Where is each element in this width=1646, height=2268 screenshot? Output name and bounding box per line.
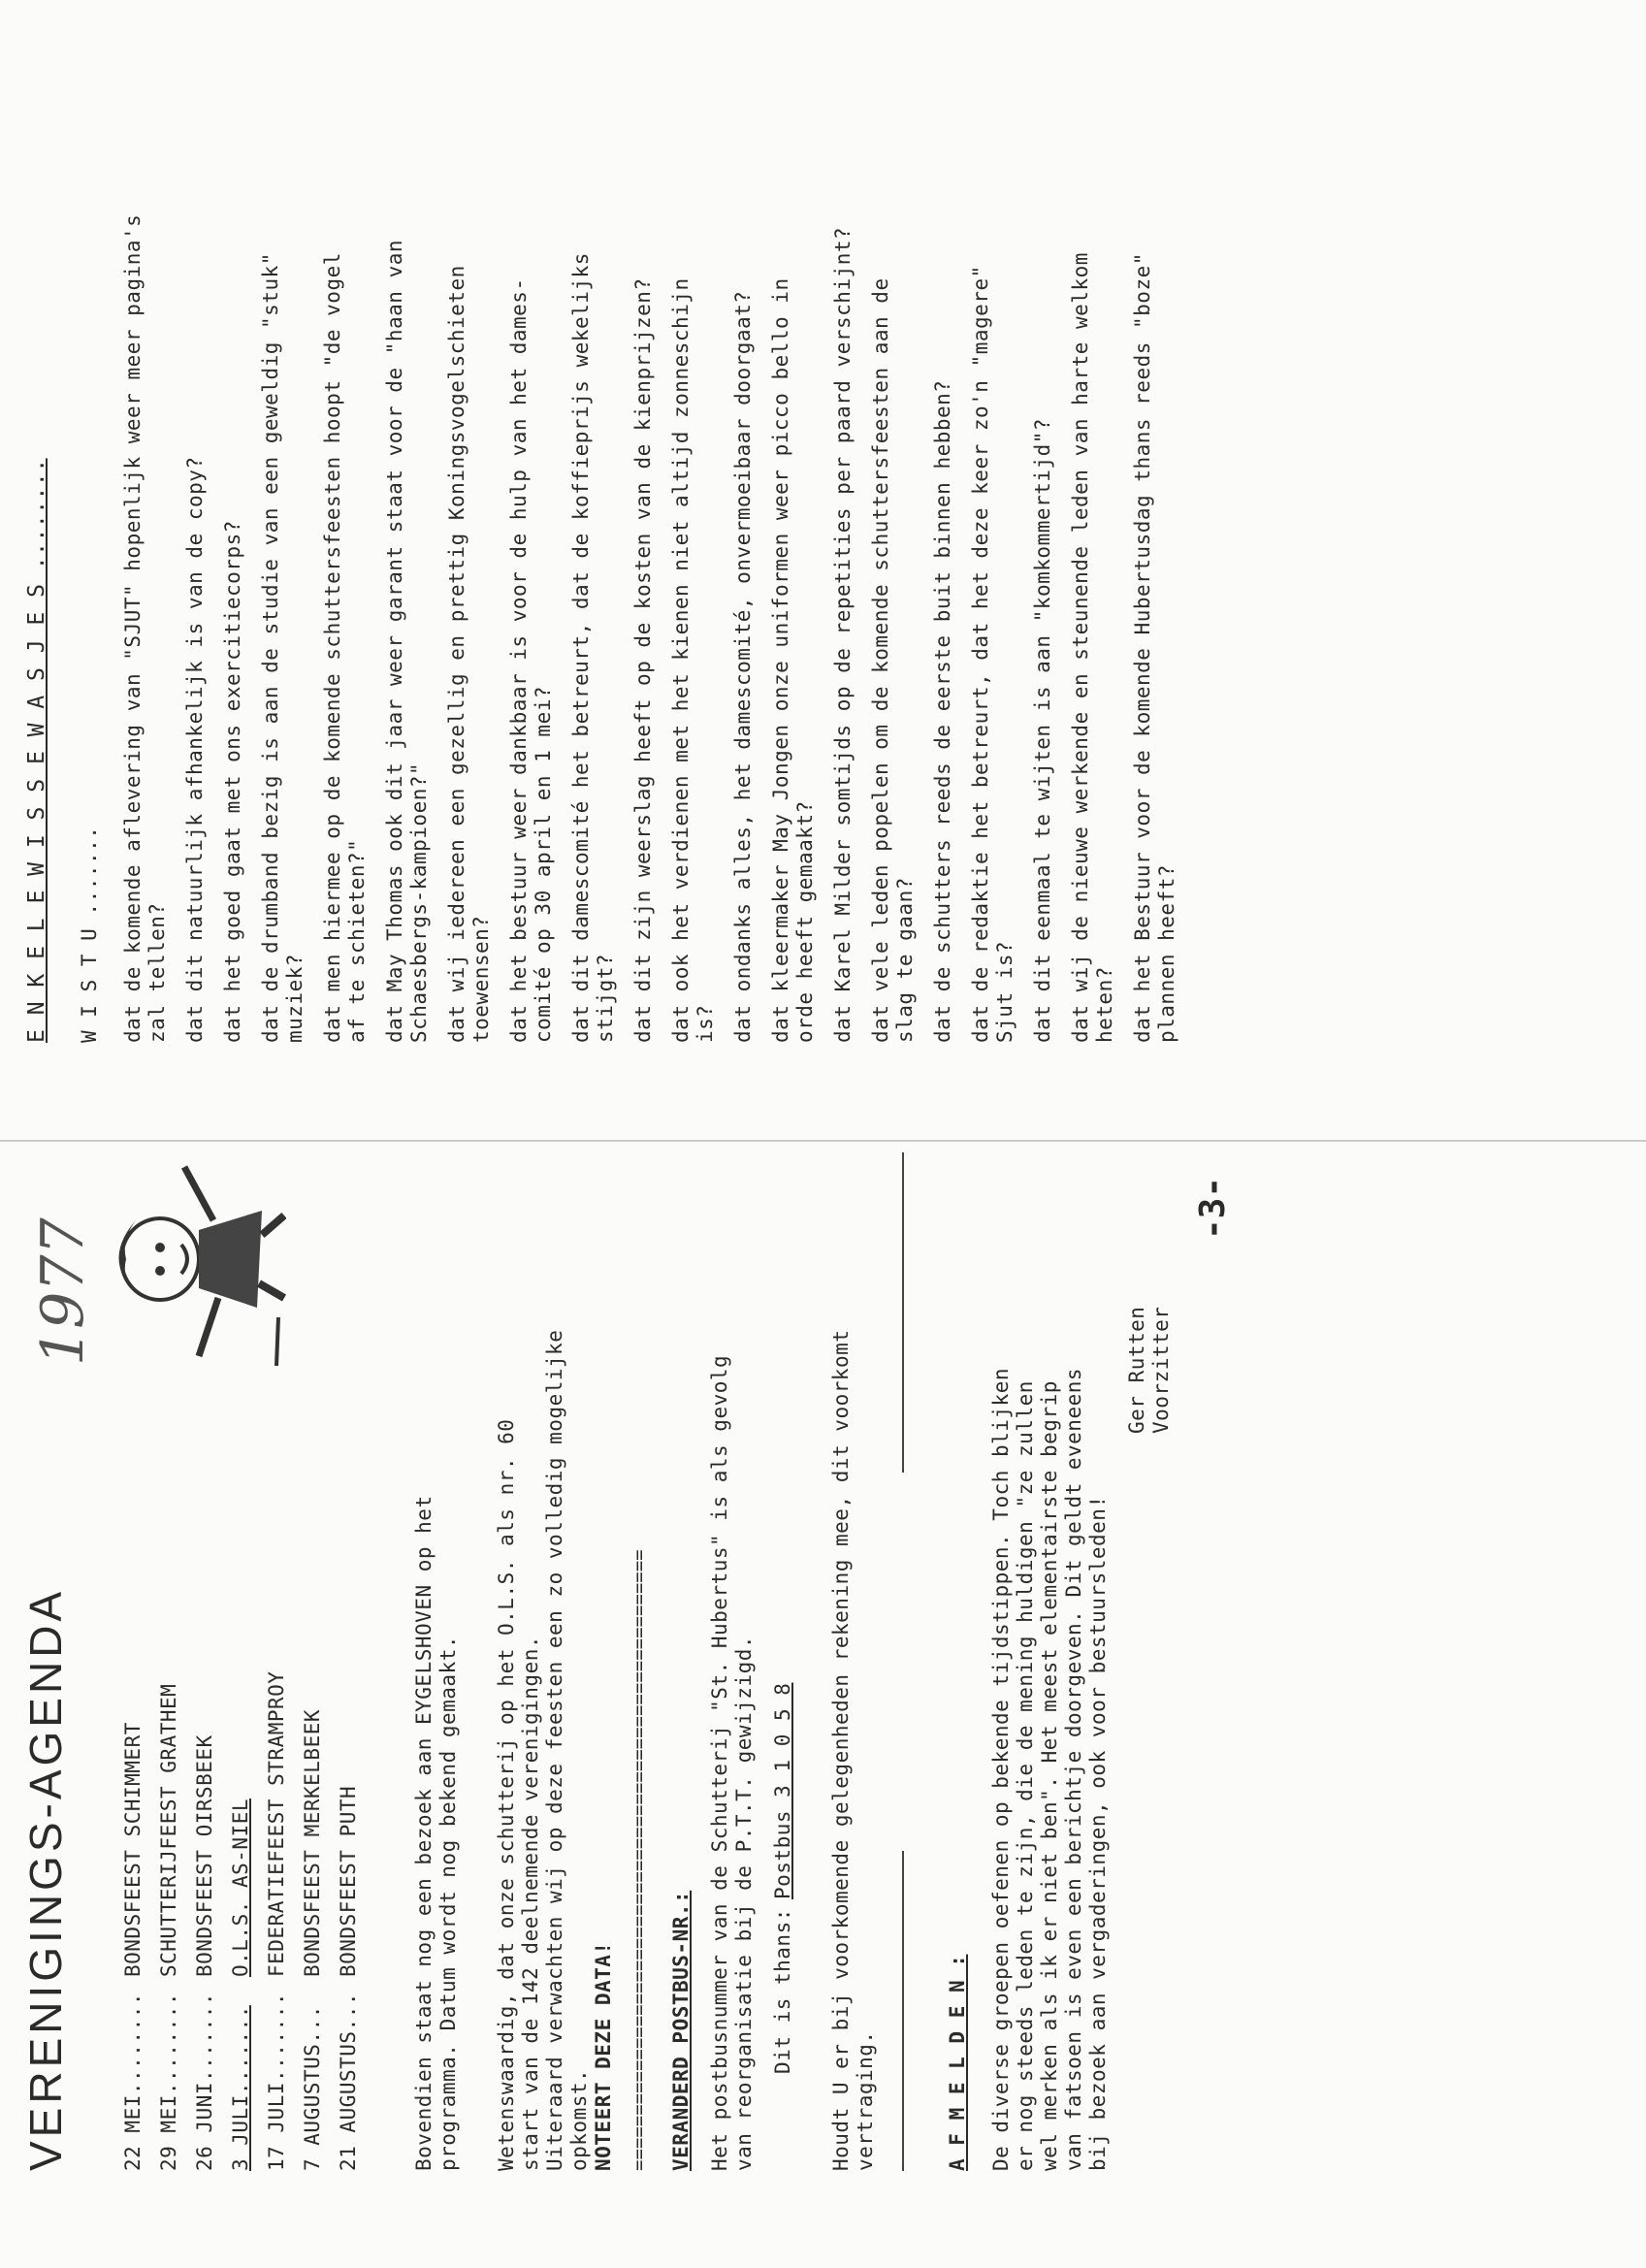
year-handwritten: 1977 [29, 1217, 97, 1366]
wist-u-item-line: dat dit natuurlijk afhankelijk is van de copy? [183, 456, 207, 1043]
agenda-event: BONDSFEEST OIRSBEEK [193, 1734, 216, 1977]
agenda-date: 29 MEI........ [157, 1992, 180, 2171]
agenda-date: 21 AUGUSTUS... [337, 1992, 360, 2171]
page-number: -3- [1193, 1176, 1233, 1240]
wist-u-item-line: slag te gaan? [893, 877, 917, 1043]
agenda-date: 26 JUNI....... [193, 1992, 216, 2171]
wist-u-item-line: dat de schutters reeds de eerste buit binnen hebben? [931, 379, 954, 1043]
agenda-date: 3 JULI....... [229, 2005, 252, 2171]
houdt-line-1: Houdt U er bij voorkomende gelegenheden rekening mee, dit voorkomt [829, 1329, 853, 2171]
postbus-text-1: Het postbusnummer van de Schutterij "St. Hubertus" is als gevolg [708, 1354, 731, 2171]
wist-u-item-line: stijgt? [594, 953, 617, 1043]
agenda-event: BONDSFEEST PUTH [337, 1785, 360, 1977]
agenda-event: FEDERATIEFEEST STRAMPROY [265, 1670, 288, 1977]
wist-u-item-line: dat de redaktie het betreurt, dat het deze keer zo'n "magere" [969, 265, 992, 1043]
signature-role: Voorzitter [1149, 1306, 1173, 1434]
wist-u-item-line: dat dit damescomité het betreurt, dat de koffieprijs wekelijks [569, 252, 593, 1043]
houdt-line-2: vertraging. [854, 2030, 877, 2171]
wist-u-item-line: dat May Thomas ook dit jaar weer garant staat voor de "haan van [383, 239, 406, 1043]
agenda-date: 7 AUGUSTUS... [301, 2005, 324, 2171]
postbus-now-label: Dit is thans: [771, 1908, 794, 2074]
wist-u-item-line: zal tellen? [145, 902, 169, 1043]
left-page [0, 1140, 1646, 2268]
wist-u-item-line: muziek? [283, 953, 307, 1043]
wist-u-item-line: dat het Bestuur voor de komende Hubertusdag thans reeds "boze" [1131, 252, 1154, 1043]
para2-line-2: start van de 142 deelnemende verenigingen. [519, 1635, 542, 2171]
wist-u-item-line: dat de komende aflevering van "SJUT" hopenlijk weer meer pagina's [121, 213, 145, 1043]
cartoon-illustration [92, 1152, 286, 1376]
wist-u-item-line: is? [694, 1004, 717, 1043]
wist-u-item-line: comité op 30 april en 1 mei? [532, 685, 555, 1043]
wist-u-item-line: dat de drumband bezig is aan de studie van een geweldig "stuk" [259, 252, 282, 1043]
wist-u-item-line: dat wij iedereen een gezellig en prettig Koningsvogelschieten [445, 265, 468, 1043]
wist-u-item-line: dat ondanks alles, het damescomité, onvermoeibaar doorgaat? [731, 290, 755, 1043]
wist-u-item-line: dat kleermaker May Jongen onze uniformen weer picco bello in [769, 277, 792, 1043]
wist-u-item-line: af te schieten?" [345, 838, 369, 1043]
afmelden-text-3: wel merken als ik er niet ben". Het meest elementairste begrip [1038, 1380, 1061, 2171]
wist-u-heading: W I S T U ....... [78, 826, 101, 1043]
wist-u-item-line: dat dit zijn weerslag heeft op de kosten van de kienprijzen? [631, 277, 655, 1043]
postbus-heading: VERANDERD POSTBUS-NR.: [669, 1890, 693, 2171]
wist-u-item-line: heten? [1093, 966, 1116, 1043]
wist-u-item-line: toewensen? [469, 915, 493, 1043]
wist-u-item-line: dat ook het verdienen met het kienen niet altijd zonneschijn [669, 277, 693, 1043]
agenda-date: 22 MEI........ [121, 1992, 145, 2171]
wist-u-item-line: dat Karel Milder somtijds op de repetities per paard verschijnt? [831, 226, 855, 1043]
afmelden-text-5: bij bezoek aan vergaderingen, ook voor bestuursleden! [1086, 1495, 1110, 2171]
para2-line-4: opkomst. [567, 2068, 591, 2171]
para1-line-2: programma. Datum wordt nog bekend gemaakt. [436, 1635, 460, 2171]
agenda-event: BONDSFEEST SCHIMMERT [121, 1722, 145, 1977]
wist-u-item-line: dat vele leden popelen om de komende schuttersfeesten aan de [869, 277, 892, 1043]
wist-u-item-line: Sjut is? [993, 940, 1017, 1043]
para2-line-3: Uiteraard verwachten wij op deze feesten een zo volledig mogelijke [543, 1329, 566, 2171]
wist-u-item-line: orde heeft gemaakt? [793, 800, 817, 1043]
wist-u-item-line: plannen heeft? [1155, 863, 1178, 1043]
wist-u-item-line: dat het goed gaat met ons exercitiecorps? [221, 520, 244, 1043]
wist-u-item-line: dat het bestuur weer dankbaar is voor de hulp van het dames- [507, 277, 531, 1043]
wist-u-item-line: dat wij de nieuwe werkende en steunende leden van harte welkom [1069, 252, 1092, 1043]
agenda-event: SCHUTTERIJFEEST GRATHEM [157, 1683, 180, 1977]
agenda-event: O.L.S. AS-NIEL [229, 1798, 252, 1977]
wist-u-item-line: Schaesbergs-kampioen?" [407, 761, 431, 1043]
para2-line-1: Wetenswaardig, dat onze schutterij op het O.L.S. als nr. 60 [495, 1418, 518, 2171]
postbus-text-2: van reorganisatie bij de P.T.T. gewijzigd. [732, 1635, 756, 2171]
rule-left [902, 1851, 904, 2171]
rule-right [902, 1152, 904, 1473]
afmelden-text-4: van fatsoen is even een berichtje doorgeven. Dit geldt eveneens [1062, 1367, 1085, 2171]
agenda-event: BONDSFEEST MERKELBEEK [301, 1708, 324, 1977]
para1-line-1: Bovendien staat nog een bezoek aan EYGELSHOVEN op het [412, 1495, 436, 2171]
agenda-title: VERENIGINGS-AGENDA [20, 1587, 71, 2171]
afmelden-text-1: De diverse groepen oefenen op bekende tijdstippen. Toch blijken [989, 1367, 1013, 2171]
signature-name: Ger Rutten [1125, 1306, 1148, 1434]
wist-u-item-line: dat dit eenmaal te wijten is aan "komkommertijd"? [1031, 417, 1054, 1043]
wist-u-item-line: dat men hiermee op de komende schuttersfeesten hoopt "de vogel [321, 252, 344, 1043]
noteer-line: NOTEERT DEZE DATA! [592, 1941, 615, 2171]
afmelden-text-2: er nog steeds leden te zijn, die de mening huldigen "ze zullen [1014, 1380, 1037, 2171]
wissewasjes-heading: E N K E L E W I S S E W A S J E S ........ [24, 458, 49, 1043]
separator: ======================================================== [629, 1549, 650, 2171]
afmelden-heading: A F M E L D E N : [946, 1954, 969, 2171]
postbus-now-value: Postbus 3 1 0 5 8 [771, 1682, 794, 1899]
agenda-date: 17 JULI....... [265, 1992, 288, 2171]
